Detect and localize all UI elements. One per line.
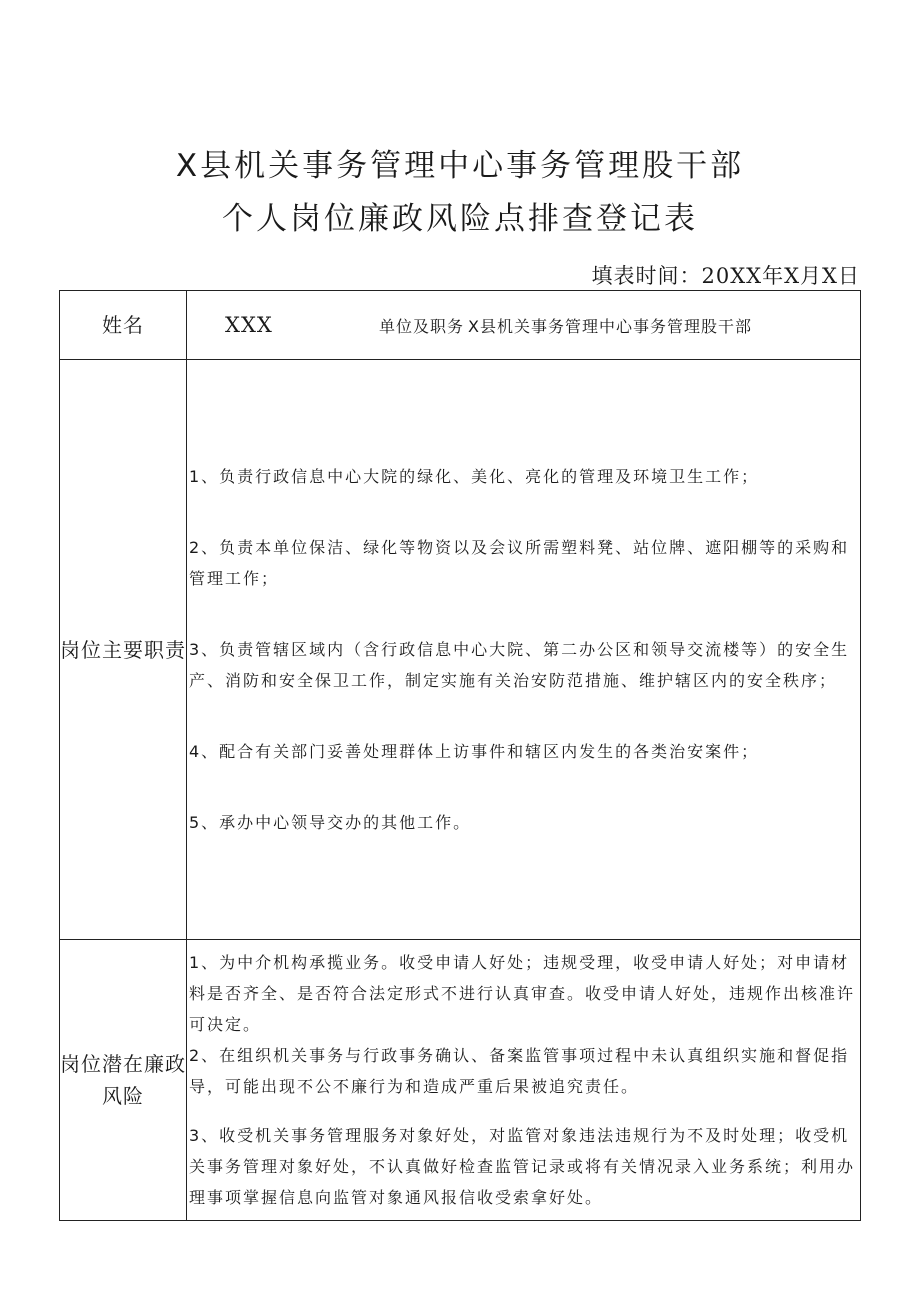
duties-cell [187,360,861,940]
name-label: 姓名 [60,291,187,360]
risk-item: 2、在组织机关事务与行政事务确认、备案监管事项过程中未认真组织实施和督促指导，可能出现不公不廉行为和造成严重后果被追究责任。 [189,1046,850,1096]
risk-item: 3、收受机关事务管理服务对象好处，对监管对象违法违规行为不及时处理；收受机关事务管理对象好处，不认真做好检查监管记录或将有关情况录入业务系统；利用办理事项掌握信息向监管对象通风报信收受索拿好处。 [189,1126,856,1207]
name-and-unit-cell [187,291,861,360]
name-value: XXX [225,313,273,337]
duty-item: 3、负责管辖区域内（含行政信息中心大院、第二办公区和领导交流楼等）的安全生产、消防和安全保卫工作，制定实施有关治安防范措施、维护辖区内的安全秩序； [189,640,850,690]
risks-list [187,947,860,1213]
duties-list [187,461,860,838]
duty-item: 2、负责本单位保洁、绿化等物资以及会议所需塑料凳、站位牌、遮阳棚等的采购和管理工作； [189,538,850,588]
risks-cell [187,940,861,1221]
duty-item: 5、承办中心领导交办的其他工作。 [189,813,472,832]
risks-row [60,940,861,1221]
document-title-line1: X县机关事务管理中心事务管理股干部 [175,148,745,184]
unit-label: 单位及职务 [379,316,465,336]
fill-date: 填表时间：20XX年X月X日 [591,264,860,288]
duty-item: 4、配合有关部门妥善处理群体上访事件和辖区内发生的各类治安案件； [189,742,760,761]
name-row [60,291,861,360]
risks-label: 岗位潜在廉政风险 [60,940,187,1221]
duty-item: 1、负责行政信息中心大院的绿化、美化、亮化的管理及环境卫生工作； [189,467,760,486]
registration-form-table [59,290,861,1221]
document-title-line2: 个人岗位廉政风险点排查登记表 [222,201,698,237]
unit-value: X县机关事务管理中心事务管理股干部 [468,316,752,336]
duties-row [60,360,861,940]
risk-item: 1、为中介机构承揽业务。收受申请人好处；违规受理，收受申请人好处；对申请材料是否齐全、是否符合法定形式不进行认真审查。收受申请人好处，违规作出核准许可决定。 [189,953,856,1034]
duties-label: 岗位主要职责 [60,360,187,940]
